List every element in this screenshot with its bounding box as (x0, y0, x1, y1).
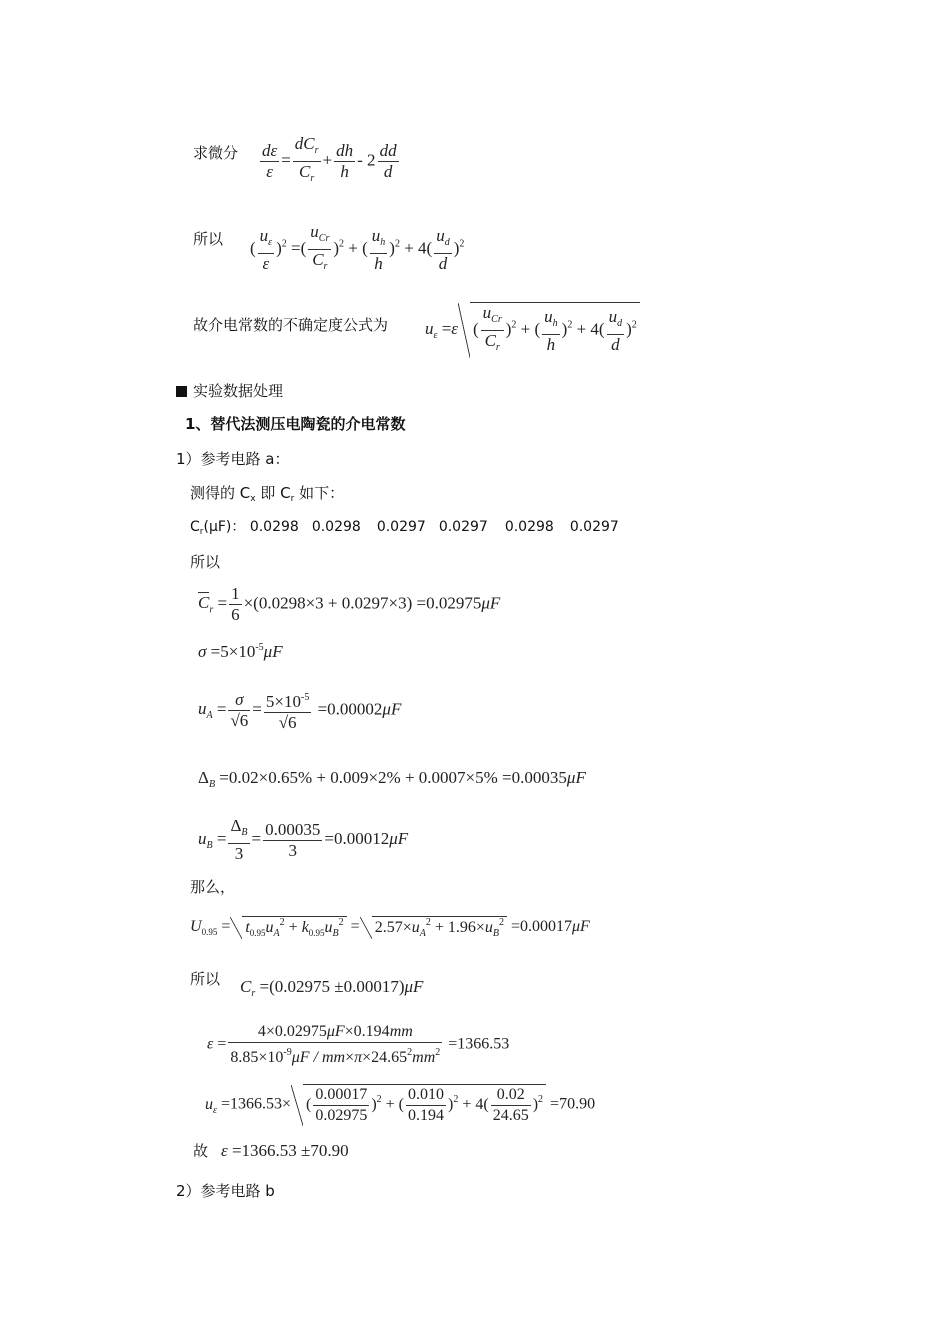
item-1-1-heading: 1）参考电路 a： (176, 450, 290, 468)
label-uncertainty-formula: 故介电常数的不确定度公式为 (193, 316, 389, 334)
formula-u-epsilon-result: $u_\varepsilon =1366.53\times$ ( $\frac{0.00017}{0.02975}$ )$^2$ + ( $\frac{0.010}{0.194}$ )$^2$ + 4( $\frac{0.02}{24.65}$ )$^2$ =70.90 (205, 1086, 596, 1124)
cr-value: 0.0297 (438, 519, 488, 535)
label-name: 那么， (190, 878, 236, 896)
square-bullet-icon (176, 386, 187, 397)
formula-u-epsilon: $u_\varepsilon =\varepsilon$ ( $\frac{u_{Cr}}{C_r}$ )$^2$ + ( $\frac{u_h}{h}$ )$^2$ + 4( $\frac{u_d}{d}$ )$^2$ (425, 302, 640, 358)
item-1-heading: 1、替代法测压电陶瓷的介电常数 (185, 415, 406, 433)
cr-value: 0.0298 (504, 519, 554, 535)
formula-epsilon: ε = $\frac{4\times 0.02975\mu F\times 0.194mm}{8.85\times 10^{-9}\mu F / mm\times\pi\times 24.65^2mm^2}$ =1366.53 (207, 1023, 510, 1066)
label-suoyi-2: 所以 (190, 553, 221, 571)
formula-cr-mean: $C_r$ = $\frac{1}{6}$ ×(0.0298×3 + 0.0297×3) =0.02975μF (198, 584, 501, 624)
formula-cr-result: $C_r =(0.02975 \pm 0.00017)\mu F$ (240, 977, 424, 999)
formula-u-095: $U_{0.95} = t_{0.95}u_A^2 + k_{0.95}u_B^2 = 2.57\times u_A^2 + 1.96\times u_B^2 =0.00017\mu F$ (190, 917, 590, 939)
formula-u-b: $u_B$ = $\frac{\Delta_B}{3}$ = $\frac{0.00035}{3}$ =0.00012μF (198, 816, 409, 863)
formula-sigma: $\sigma =5\times 10^{-5}\mu F$ (198, 642, 283, 661)
formula-u-a: $u_A$ = $\frac{\sigma}{√6}$ = $\frac{5\times 10^{-5}}{√6}$ =0.00002μF (198, 690, 402, 732)
measured-text: 测得的 $C_x$ 即 $C_r$ 如下： (190, 484, 345, 504)
cr-value: 0.0297 (376, 519, 426, 535)
cr-value: 0.0298 (249, 519, 299, 535)
formula-relative-uncertainty: ( $\frac{u_\varepsilon}{\varepsilon}$ )$^2$ =( $\frac{u_{Cr}}{C_r}$ )$^2$ + ( $\frac{u_h}{h}$ )$^2$ + 4( $\frac{u_d}{d}$ )$^2$ (250, 222, 465, 273)
label-qiuweifen: 求微分 (193, 144, 239, 162)
cr-values-row: $C_r(\mu F)$： 0.0298 0.0298 0.0297 0.0297 0.0298 0.0297 (190, 519, 619, 537)
item-1-2-heading: 2）参考电路 b (176, 1182, 275, 1200)
formula-final-epsilon: ε =1366.53 ±70.90 (221, 1141, 349, 1160)
formula-differential: $\frac{d\varepsilon}{\varepsilon}$ = $\frac{dC_r}{C_r}$ + $\frac{dh}{h}$ - 2 $\frac{dd}{d}$ (262, 134, 397, 184)
cr-value: 0.0298 (311, 519, 361, 535)
label-suoyi-3: 所以 (190, 970, 221, 988)
formula-delta-b: $\Delta_B =0.02\times 0.65\% + 0.009\times 2\% + 0.0007\times 5\% =0.00035\mu F$ (198, 768, 586, 790)
label-suoyi-1: 所以 (193, 230, 224, 248)
section-heading: 实验数据处理 (176, 380, 283, 401)
label-gu: 故 (193, 1142, 209, 1160)
cr-value: 0.0297 (569, 519, 619, 535)
